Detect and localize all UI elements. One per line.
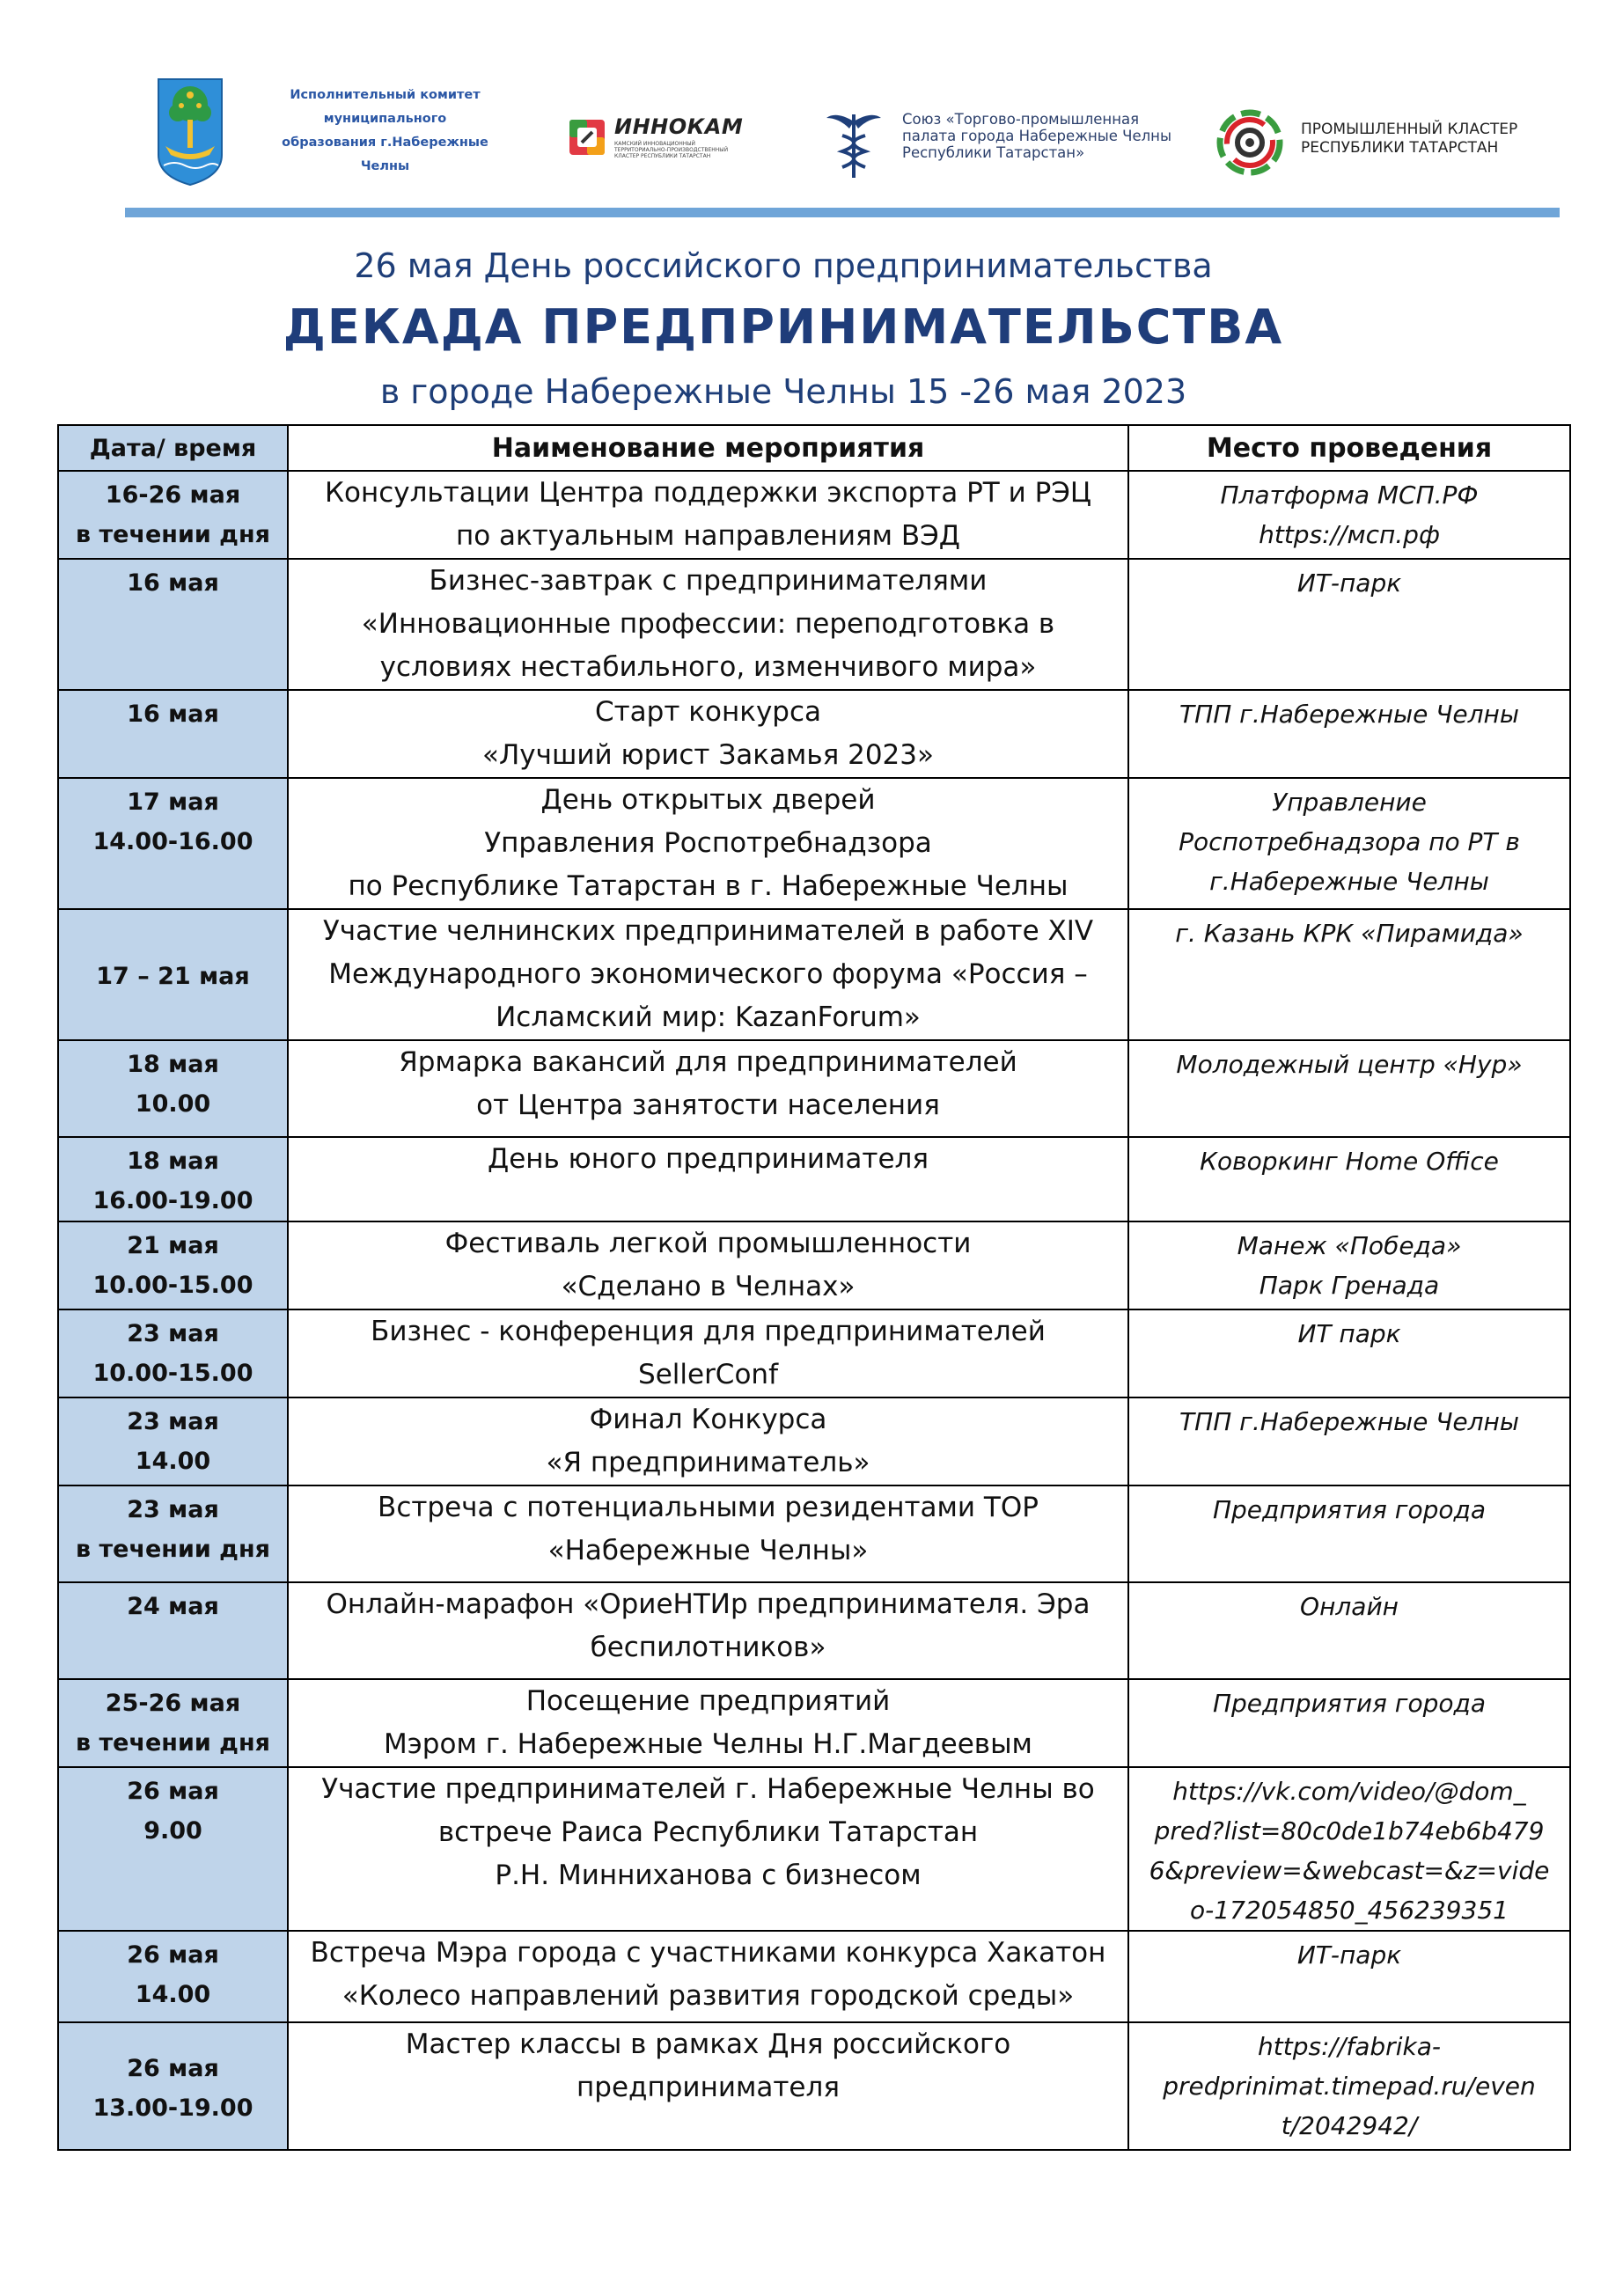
table-row [58,559,1570,690]
event-name-line: предпринимателя [576,2072,840,2103]
event-name-line: Участие челнинских предпринимателей в работе XIV [322,915,1094,947]
event-place-line: https://мсп.рф [1259,520,1440,549]
city-executive-committee-label: Исполнительный комитет муниципального образования г.Набережные Челны [282,88,488,173]
event-name [288,690,1128,778]
industrial-cluster-gear-icon [1213,106,1287,180]
event-place [1128,1931,1570,2022]
event-name-line: Старт конкурса [594,696,822,728]
event-place-line: https://vk.com/video/@dom_ [1172,1777,1526,1806]
event-name-line: День открытых дверей [540,784,876,816]
event-name [288,2022,1128,2150]
event-date-line: 24 мая [127,1593,219,1620]
table-row [58,909,1570,1040]
event-place [1128,471,1570,559]
event-name-line: Мэром г. Набережные Челны Н.Г.Магдеевым [384,1728,1032,1760]
event-date [58,690,288,778]
table-row [58,1397,1570,1485]
event-name [288,471,1128,559]
event-name-line: Консультации Центра поддержки экспорта РТ и РЭЦ [324,477,1091,509]
event-place-line: t/2042942/ [1281,2111,1418,2140]
event-name-line: День юного предпринимателя [487,1143,929,1175]
table-row [58,2022,1570,2150]
event-place-line: ТПП г.Набережные Челны [1179,700,1519,729]
event-place-line: Манеж «Победа» [1237,1231,1462,1260]
table-row [58,1582,1570,1679]
innokam-logo [568,114,748,162]
event-date-line: 14.00 [135,1448,211,1475]
event-place [1128,1309,1570,1397]
event-name-line: Онлайн-марафон «ОриеНТИр предпринимателя. Эра [326,1588,1091,1620]
table-row [58,1767,1570,1931]
event-name-line: встрече Раиса Республики Татарстан [437,1816,979,1848]
event-date-line: 21 мая [127,1232,219,1259]
event-date-line: 18 мая [127,1148,219,1175]
event-name-line: «Я предприниматель» [546,1447,870,1478]
event-name-line: SellerConf [638,1359,778,1390]
event-place [1128,1767,1570,1931]
event-name-line: от Центра занятости населения [476,1089,940,1121]
event-place [1128,2022,1570,2150]
event-name-line: Встреча с потенциальными резидентами ТОР [378,1492,1039,1523]
event-place [1128,690,1570,778]
event-place [1128,1679,1570,1767]
event-name [288,1137,1128,1221]
event-date [58,1931,288,2022]
event-date [58,1309,288,1397]
event-date-line: в течении дня [76,1536,270,1563]
event-date [58,778,288,909]
innokam-name: ИННОКАМ [614,114,744,139]
event-name [288,559,1128,690]
innokam-subtitle: КАМСКИЙ ИННОВАЦИОННЫЙ ТЕРРИТОРИАЛЬНО-ПРОИЗВОДСТВЕННЫЙ КЛАСТЕР РЕСПУБЛИКИ ТАТАРСТАН [614,141,729,159]
event-place-line: ИТ-парк [1296,568,1402,598]
table-row [58,1485,1570,1582]
event-date [58,1767,288,1931]
event-place [1128,1221,1570,1309]
event-date-line: 10.00-15.00 [92,1272,253,1299]
event-name [288,1679,1128,1767]
event-date [58,471,288,559]
event-place-line: ИТ-парк [1296,1940,1402,1970]
event-date-line: 16.00-19.00 [92,1187,253,1214]
event-place [1128,1137,1570,1221]
header-divider [125,208,1560,217]
event-name-line: «Набережные Челны» [547,1535,869,1566]
title-line-3: в городе Набережные Челны 15 -26 мая 2023 [379,372,1187,411]
event-name-line: «Инновационные профессии: переподготовка в [361,608,1055,640]
event-place-line: Онлайн [1300,1592,1399,1621]
event-name-line: Р.Н. Минниханова с бизнесом [495,1860,922,1891]
event-place-line: ТПП г.Набережные Челны [1179,1407,1519,1436]
event-date [58,1582,288,1679]
event-place-line: predprinimat.timepad.ru/even [1163,2072,1536,2101]
event-place-line: Коворкинг Home Office [1200,1147,1499,1176]
table-row [58,1137,1570,1221]
event-date-line: 16 мая [127,569,219,597]
event-name-line: условиях нестабильного, изменчивого мира» [379,651,1037,683]
event-place [1128,559,1570,690]
page-title: ДЕКАДА ПРЕДПРИНИМАТЕЛЬСТВА [283,299,1284,355]
event-name-line: беспилотников» [590,1632,826,1663]
table-row [58,471,1570,559]
event-date [58,559,288,690]
event-place [1128,1397,1570,1485]
event-name-line: Фестиваль легкой промышленности [444,1228,972,1259]
event-name [288,1767,1128,1931]
event-place [1128,778,1570,909]
table-row [58,1040,1570,1137]
event-date [58,1137,288,1221]
event-name-line: Участие предпринимателей г. Набережные Челны во [321,1773,1095,1805]
event-date-line: 18 мая [127,1051,219,1078]
event-place-line: Платформа МСП.РФ [1220,480,1479,510]
event-place-line: 6&preview=&webcast=&z=vide [1149,1856,1550,1885]
event-place-line: pred?list=80c0de1b74eb6b479 [1154,1816,1545,1845]
event-place [1128,1040,1570,1137]
event-name [288,1040,1128,1137]
table-row [58,690,1570,778]
event-name [288,1397,1128,1485]
event-date-line: 16-26 мая [105,481,241,509]
event-date-line: 10.00 [135,1090,211,1118]
event-name-line: по Республике Татарстан в г. Набережные Челны [348,870,1069,902]
event-date-line: 10.00-15.00 [92,1360,253,1387]
column-header-place: Место проведения [1128,425,1570,471]
event-name-line: Международного экономического форума «Россия – [328,958,1088,990]
event-place-line: Управление [1272,788,1427,817]
event-name [288,1221,1128,1309]
event-date-line: 14.00-16.00 [92,828,253,855]
table-row [58,1931,1570,2022]
event-date-line: 25-26 мая [105,1690,241,1717]
table-row [58,1221,1570,1309]
event-date [58,1485,288,1582]
industrial-cluster-label: ПРОМЫШЛЕННЫЙ КЛАСТЕР РЕСПУБЛИКИ ТАТАРСТАН [1301,121,1518,157]
event-name-line: «Лучший юрист Закамья 2023» [482,739,934,771]
column-header-name: Наименование мероприятия [288,425,1128,471]
event-name-line: Бизнес-завтрак с предпринимателями [429,565,988,597]
event-place [1128,1582,1570,1679]
event-date-line: в течении дня [76,521,270,548]
event-date-line: 17 – 21 мая [96,963,250,990]
event-place [1128,909,1570,1040]
event-date [58,1679,288,1767]
event-place-line: Предприятия города [1212,1495,1487,1524]
event-name-line: «Сделано в Челнах» [561,1271,856,1302]
event-date [58,909,288,1040]
event-date-line: в течении дня [76,1729,270,1757]
city-coat-of-arms-icon [157,77,224,187]
event-date [58,1040,288,1137]
event-date-line: 17 мая [127,789,219,816]
header-logos [0,0,1623,211]
chamber-of-commerce-caduceus-icon [823,109,885,180]
event-name-line: Посещение предприятий [525,1685,891,1717]
event-name-line: Исламский мир: KazanForum» [496,1001,921,1033]
event-place-line: o-172054850_456239351 [1190,1896,1509,1925]
event-name [288,1309,1128,1397]
event-date-line: 23 мая [127,1320,219,1347]
table-row [58,1679,1570,1767]
table-row [58,1309,1570,1397]
event-date [58,1397,288,1485]
event-place-line: Роспотребнадзора по РТ в [1179,827,1520,856]
chamber-of-commerce-label: Союз «Торгово-промышленная палата города Набережные Челны Республики Татарстан» [902,111,1171,161]
event-date-line: 13.00-19.00 [92,2094,253,2122]
event-name-line: Бизнес - конференция для предпринимателей [371,1316,1046,1347]
event-name [288,778,1128,909]
event-place-line: Предприятия города [1212,1689,1487,1718]
event-name [288,1931,1128,2022]
event-name-line: Управления Роспотребнадзора [484,827,932,859]
event-name-line: Мастер классы в рамках Дня российского [405,2028,1011,2060]
event-place-line: ИТ парк [1297,1319,1401,1348]
event-name [288,1582,1128,1679]
event-name [288,909,1128,1040]
event-place-line: Молодежный центр «Нур» [1176,1050,1523,1079]
table-row [58,778,1570,909]
event-date [58,1221,288,1309]
event-place-line: https://fabrika- [1258,2032,1441,2061]
event-name-line: Финал Конкурса [589,1404,827,1435]
event-date-line: 16 мая [127,701,219,728]
event-date-line: 26 мая [127,1778,219,1805]
event-date-line: 26 мая [127,2054,219,2082]
event-name-line: Встреча Мэра города с участниками конкурса Хакатон [310,1937,1106,1969]
column-header-date: Дата/ время [58,425,288,471]
event-date-line: 23 мая [127,1496,219,1523]
event-name-line: «Колесо направлений развития городской среды» [341,1980,1075,2012]
events-table [57,424,1571,2151]
event-place [1128,1485,1570,1582]
event-place-line: г.Набережные Челны [1209,867,1489,896]
table-header-row [58,425,1570,471]
event-date [58,2022,288,2150]
event-name-line: Ярмарка вакансий для предпринимателей [399,1046,1017,1078]
event-date-line: 26 мая [127,1941,219,1969]
title-line-1: 26 мая День российского предпринимательства [354,246,1213,285]
event-place-line: г. Казань КРК «Пирамида» [1175,919,1524,948]
event-date-line: 9.00 [143,1817,202,1845]
innokam-logo-icon [568,118,606,157]
event-date-line: 14.00 [135,1981,211,2008]
event-date-line: 23 мая [127,1408,219,1435]
event-name-line: по актуальным направлениям ВЭД [455,520,961,552]
event-place-line: Парк Гренада [1259,1271,1440,1300]
event-name [288,1485,1128,1582]
